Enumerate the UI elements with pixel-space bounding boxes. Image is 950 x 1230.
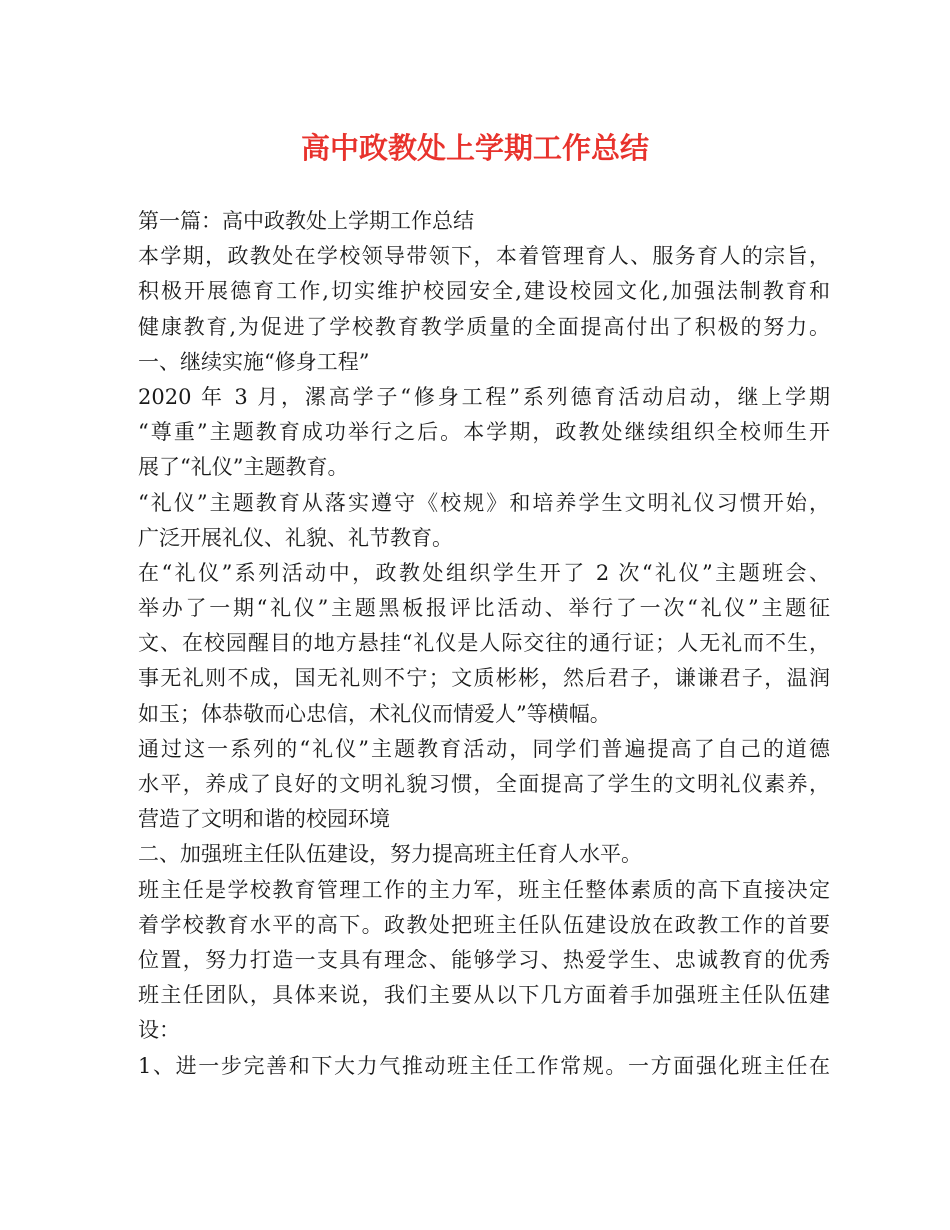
paragraph-line: 展了“礼仪”主题教育。 — [138, 455, 349, 480]
document-title: 高中政教处上学期工作总结 — [300, 131, 649, 165]
paragraph-line: 广泛开展礼仪、礼貌、礼节教育。 — [138, 525, 453, 550]
paragraph-line: 如玉；体恭敬而心忠信，术礼仪而情爱人”等横幅。 — [138, 701, 611, 726]
paragraph-line: 班主任团队，具体来说，我们主要从以下几方面着手加强班主任队伍建 — [138, 983, 830, 1008]
paragraph-line: 2020 年 3 月，漯高学子“修身工程”系列德育活动启动，继上学期 — [138, 384, 830, 409]
paragraph-line: 积极开展德育工作,切实维护校园安全,建设校园文化,加强法制教育和 — [138, 279, 830, 304]
paragraph-line: “礼仪”主题教育从落实遵守《校规》和培养学生文明礼仪习惯开始， — [138, 490, 830, 515]
paragraph-line: 在“礼仪”系列活动中，政教处组织学生开了 2 次“礼仪”主题班会、 — [138, 560, 830, 585]
paragraph-line: “尊重”主题教育成功举行之后。本学期，政教处继续组织全校师生开 — [138, 420, 830, 445]
paragraph-line: 文、在校园醒目的地方悬挂“礼仪是人际交往的通行证；人无礼而不生， — [138, 631, 830, 656]
paragraph-line: 班主任是学校教育管理工作的主力军，班主任整体素质的高下直接决定 — [138, 877, 830, 902]
section-heading: 二、加强班主任队伍建设，努力提高班主任育人水平。 — [138, 842, 642, 867]
paragraph-line: 本学期，政教处在学校领导带领下，本着管理育人、服务育人的宗旨， — [138, 244, 830, 269]
paragraph-line: 事无礼则不成，国无礼则不宁；文质彬彬，然后君子，谦谦君子，温润 — [138, 666, 830, 691]
paragraph-line: 健康教育,为促进了学校教育教学质量的全面提高付出了积极的努力。 — [138, 314, 830, 339]
paragraph-line: 通过这一系列的“礼仪”主题教育活动，同学们普遍提高了自己的道德 — [138, 736, 830, 761]
paragraph-line: 着学校教育水平的高下。政教处把班主任队伍建设放在政教工作的首要 — [138, 912, 830, 937]
paragraph-line: 设： — [138, 1018, 180, 1043]
paragraph-line: 营造了文明和谐的校园环境 — [138, 807, 390, 832]
paragraph-line: 水平，养成了良好的文明礼貌习惯，全面提高了学生的文明礼仪素养， — [138, 772, 830, 796]
paragraph-line: 1、进一步完善和下大力气推动班主任工作常规。一方面强化班主任在 — [138, 1053, 830, 1078]
paragraph-line: 位置，努力打造一支具有理念、能够学习、热爱学生、忠诚教育的优秀 — [138, 947, 830, 972]
paragraph-line: 举办了一期“礼仪”主题黑板报评比活动、举行了一次“礼仪”主题征 — [138, 596, 830, 621]
paragraph-line: 第一篇：高中政教处上学期工作总结 — [138, 209, 474, 233]
document-body — [138, 204, 830, 1084]
section-heading: 一、继续实施“修身工程” — [138, 349, 370, 374]
